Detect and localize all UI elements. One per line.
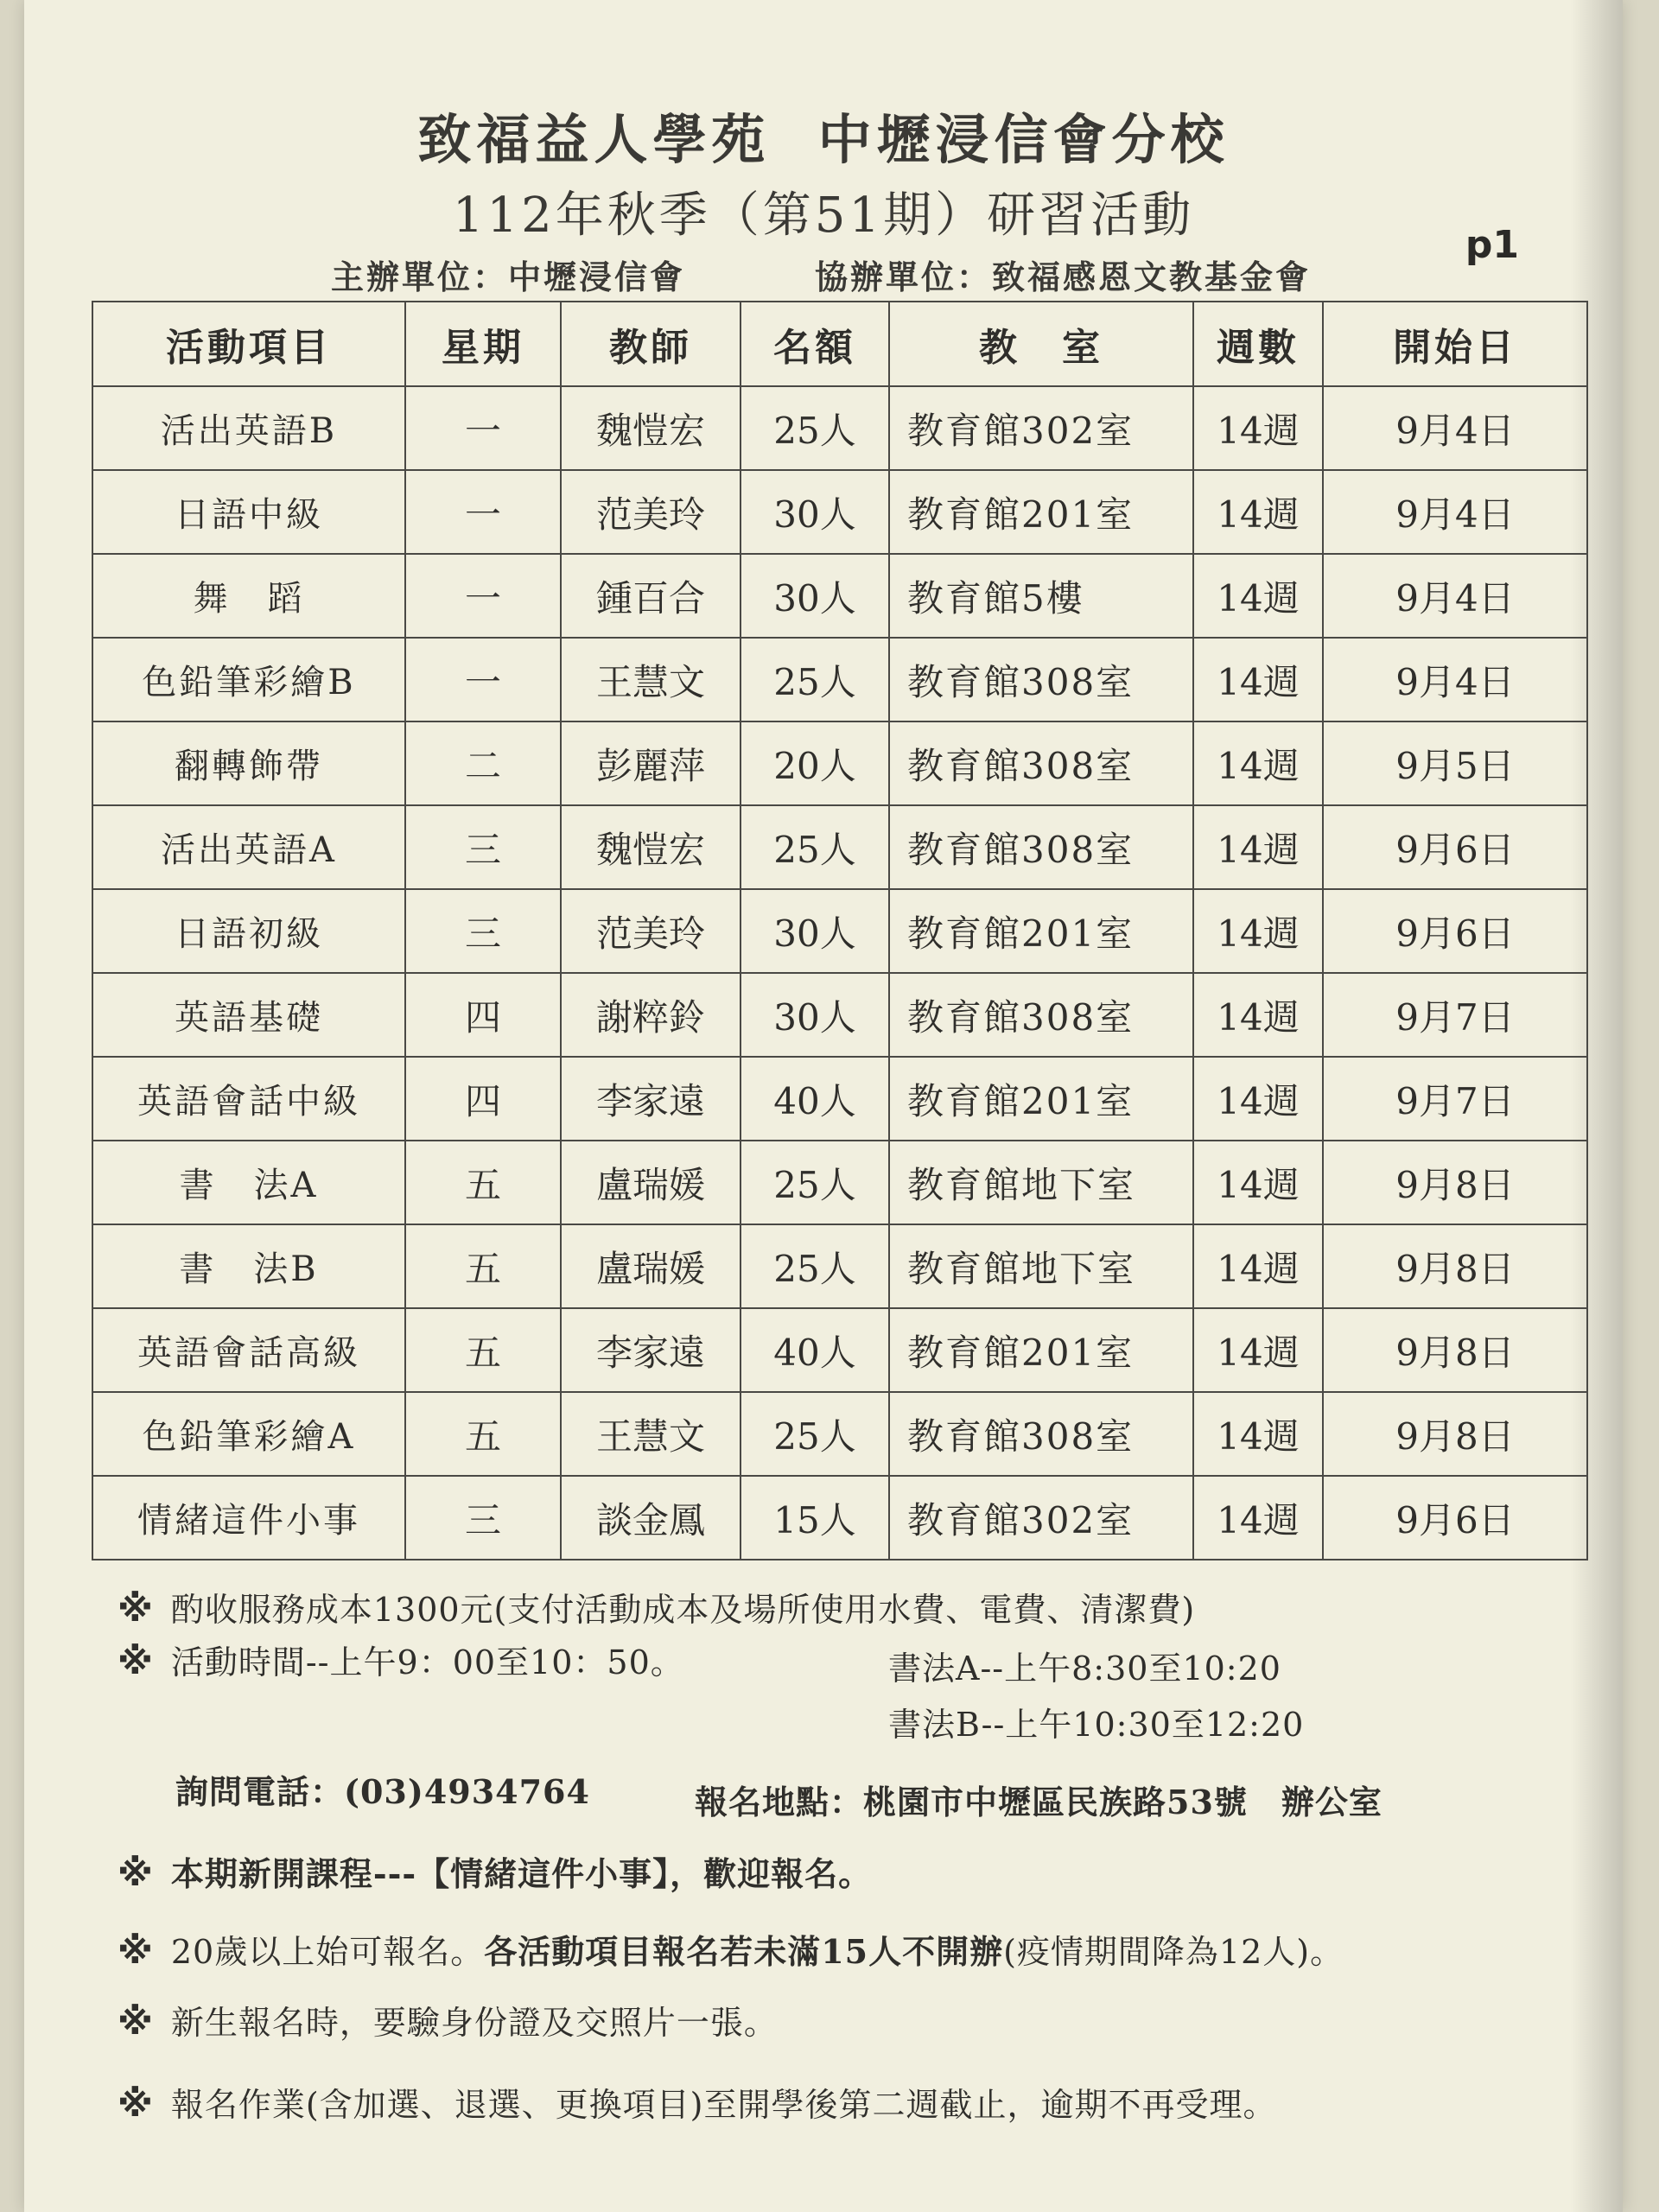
- classroom: 教育館5樓: [889, 554, 1193, 638]
- fee-note: [118, 1583, 1195, 1630]
- table-row: [92, 386, 1587, 470]
- column-header-weeks: 週數: [1193, 302, 1323, 386]
- weekday: 一: [405, 638, 561, 721]
- table-row: [92, 470, 1587, 554]
- capacity: 40人: [741, 1057, 889, 1141]
- fee-text: 酌收服務成本1300元(支付活動成本及場所使用水費、電費、清潔費): [170, 1591, 1196, 1629]
- course-name: 色鉛筆彩繪B: [92, 638, 405, 721]
- capacity: 30人: [741, 554, 889, 638]
- classroom: 教育館302室: [889, 386, 1193, 470]
- course-name: 情緒這件小事: [92, 1476, 405, 1560]
- weeks: 14週: [1193, 721, 1323, 805]
- course-name: 舞 蹈: [92, 554, 405, 638]
- document-title: 致福益人學苑 中壢浸信會分校: [417, 108, 1230, 171]
- weekday: 二: [405, 721, 561, 805]
- new-course-note: [118, 1847, 872, 1895]
- column-header-capacity: 名額: [741, 302, 889, 386]
- column-header-classroom: 教 室: [889, 302, 1193, 386]
- weeks: 14週: [1193, 554, 1323, 638]
- capacity: 30人: [741, 973, 889, 1057]
- classroom: 教育館308室: [889, 638, 1193, 721]
- weeks: 14週: [1193, 470, 1323, 554]
- activity-time-note: [118, 1636, 684, 1683]
- classroom: 教育館201室: [889, 1308, 1193, 1392]
- reference-mark-icon: ※: [118, 1852, 154, 1894]
- capacity: 25人: [741, 1141, 889, 1224]
- weekday: 一: [405, 470, 561, 554]
- capacity: 25人: [741, 638, 889, 721]
- teacher: 魏愷宏: [561, 386, 741, 470]
- course-name: 日語中級: [92, 470, 405, 554]
- weekday: 一: [405, 386, 561, 470]
- weekday: 五: [405, 1141, 561, 1224]
- id-check-text: 新生報名時，要驗身份證及交照片一張。: [170, 2004, 778, 2042]
- weekday: 四: [405, 1057, 561, 1141]
- course-name: 翻轉飾帶: [92, 721, 405, 805]
- weeks: 14週: [1193, 638, 1323, 721]
- weekday: 四: [405, 973, 561, 1057]
- weekday: 三: [405, 889, 561, 973]
- teacher: 魏愷宏: [561, 805, 741, 889]
- table-row: [92, 1392, 1587, 1476]
- course-name: 書 法B: [92, 1224, 405, 1308]
- weekday: 五: [405, 1392, 561, 1476]
- column-header-item: 活動項目: [92, 302, 405, 386]
- page-number: p1: [1465, 223, 1519, 267]
- weekday: 一: [405, 554, 561, 638]
- classroom: 教育館302室: [889, 1476, 1193, 1560]
- start-date: 9月4日: [1323, 386, 1587, 470]
- weeks: 14週: [1193, 1308, 1323, 1392]
- reference-mark-icon: ※: [118, 1587, 154, 1630]
- inquiry-phone: 詢問電話：(03)4934764: [175, 1772, 590, 1811]
- column-header-teacher: 教師: [561, 302, 741, 386]
- teacher: 李家遠: [561, 1057, 741, 1141]
- classroom: 教育館308室: [889, 721, 1193, 805]
- teacher: 范美玲: [561, 889, 741, 973]
- table-row: [92, 805, 1587, 889]
- table-row: [92, 638, 1587, 721]
- weeks: 14週: [1193, 386, 1323, 470]
- weeks: 14週: [1193, 1141, 1323, 1224]
- course-name: 英語基礎: [92, 973, 405, 1057]
- table-row: [92, 1224, 1587, 1308]
- teacher: 鍾百合: [561, 554, 741, 638]
- start-date: 9月8日: [1323, 1392, 1587, 1476]
- capacity: 30人: [741, 470, 889, 554]
- start-date: 9月6日: [1323, 805, 1587, 889]
- weeks: 14週: [1193, 1476, 1323, 1560]
- weeks: 14週: [1193, 973, 1323, 1057]
- table-row: [92, 554, 1587, 638]
- start-date: 9月7日: [1323, 973, 1587, 1057]
- calligraphy-a-time: 書法A--上午8:30至10:20: [888, 1649, 1281, 1688]
- table-row: [92, 973, 1587, 1057]
- teacher: 彭麗萍: [561, 721, 741, 805]
- table-row: [92, 1476, 1587, 1560]
- teacher: 謝粹鈴: [561, 973, 741, 1057]
- course-name: 活出英語A: [92, 805, 405, 889]
- capacity: 15人: [741, 1476, 889, 1560]
- weekday: 五: [405, 1308, 561, 1392]
- weeks: 14週: [1193, 805, 1323, 889]
- weekday: 三: [405, 1476, 561, 1560]
- weeks: 14週: [1193, 1392, 1323, 1476]
- start-date: 9月8日: [1323, 1224, 1587, 1308]
- age-text: 20歲以上始可報名。: [170, 1933, 485, 1971]
- capacity: 20人: [741, 721, 889, 805]
- course-name: 色鉛筆彩繪A: [92, 1392, 405, 1476]
- capacity: 25人: [741, 1224, 889, 1308]
- start-date: 9月6日: [1323, 889, 1587, 973]
- weekday: 五: [405, 1224, 561, 1308]
- host-organizer: 主辦單位：中壢浸信會: [331, 258, 686, 296]
- capacity: 25人: [741, 1392, 889, 1476]
- start-date: 9月7日: [1323, 1057, 1587, 1141]
- reference-mark-icon: ※: [118, 1929, 154, 1972]
- capacity: 25人: [741, 386, 889, 470]
- classroom: 教育館308室: [889, 805, 1193, 889]
- start-date: 9月5日: [1323, 721, 1587, 805]
- deadline-text: 報名作業(含加選、退選、更換項目)至開學後第二週截止，逾期不再受理。: [170, 2086, 1277, 2124]
- new-course-text: 本期新開課程---【情緒這件小事】，歡迎報名。: [170, 1854, 873, 1893]
- teacher: 盧瑞媛: [561, 1141, 741, 1224]
- reference-mark-icon: ※: [118, 2082, 154, 2125]
- start-date: 9月4日: [1323, 554, 1587, 638]
- weeks: 14週: [1193, 889, 1323, 973]
- start-date: 9月8日: [1323, 1141, 1587, 1224]
- table-row: [92, 889, 1587, 973]
- teacher: 盧瑞媛: [561, 1224, 741, 1308]
- column-header-weekday: 星期: [405, 302, 561, 386]
- column-header-start-date: 開始日: [1323, 302, 1587, 386]
- teacher: 談金鳳: [561, 1476, 741, 1560]
- reference-mark-icon: ※: [118, 1640, 154, 1682]
- teacher: 王慧文: [561, 638, 741, 721]
- document-subtitle: 112年秋季（第51期）研習活動: [452, 188, 1195, 244]
- document-page: [24, 0, 1623, 2212]
- id-check-note: [118, 1996, 778, 2044]
- minimum-enrollment-text: 各活動項目報名若未滿15人不開辦: [484, 1932, 1004, 1971]
- weeks: 14週: [1193, 1224, 1323, 1308]
- weeks: 14週: [1193, 1057, 1323, 1141]
- classroom: 教育館201室: [889, 1057, 1193, 1141]
- classroom: 教育館201室: [889, 889, 1193, 973]
- course-name: 活出英語B: [92, 386, 405, 470]
- table-row: [92, 1141, 1587, 1224]
- table-row: [92, 1057, 1587, 1141]
- start-date: 9月6日: [1323, 1476, 1587, 1560]
- capacity: 25人: [741, 805, 889, 889]
- epidemic-exception-text: (疫情期間降為12人)。: [1003, 1933, 1344, 1971]
- weekday: 三: [405, 805, 561, 889]
- classroom: 教育館地下室: [889, 1141, 1193, 1224]
- start-date: 9月4日: [1323, 470, 1587, 554]
- deadline-note: [118, 2078, 1277, 2126]
- course-name: 日語初級: [92, 889, 405, 973]
- table-header-row: [92, 302, 1587, 386]
- course-name: 英語會話高級: [92, 1308, 405, 1392]
- course-name: 英語會話中級: [92, 1057, 405, 1141]
- table-row: [92, 1308, 1587, 1392]
- calligraphy-b-time: 書法B--上午10:30至12:20: [888, 1706, 1305, 1744]
- age-requirement-note: [118, 1925, 1344, 1973]
- teacher: 王慧文: [561, 1392, 741, 1476]
- classroom: 教育館201室: [889, 470, 1193, 554]
- teacher: 李家遠: [561, 1308, 741, 1392]
- start-date: 9月8日: [1323, 1308, 1587, 1392]
- teacher: 范美玲: [561, 470, 741, 554]
- co-organizer: 協辦單位：致福感恩文教基金會: [815, 258, 1312, 296]
- course-table: [92, 301, 1588, 1560]
- capacity: 40人: [741, 1308, 889, 1392]
- classroom: 教育館308室: [889, 1392, 1193, 1476]
- reference-mark-icon: ※: [118, 2000, 154, 2043]
- registration-location: 報名地點：桃園市中壢區民族路53號 辦公室: [695, 1783, 1382, 1821]
- table-row: [92, 721, 1587, 805]
- start-date: 9月4日: [1323, 638, 1587, 721]
- classroom: 教育館308室: [889, 973, 1193, 1057]
- course-name: 書 法A: [92, 1141, 405, 1224]
- classroom: 教育館地下室: [889, 1224, 1193, 1308]
- capacity: 30人: [741, 889, 889, 973]
- activity-time-text: 活動時間--上午9：00至10：50。: [170, 1643, 684, 1681]
